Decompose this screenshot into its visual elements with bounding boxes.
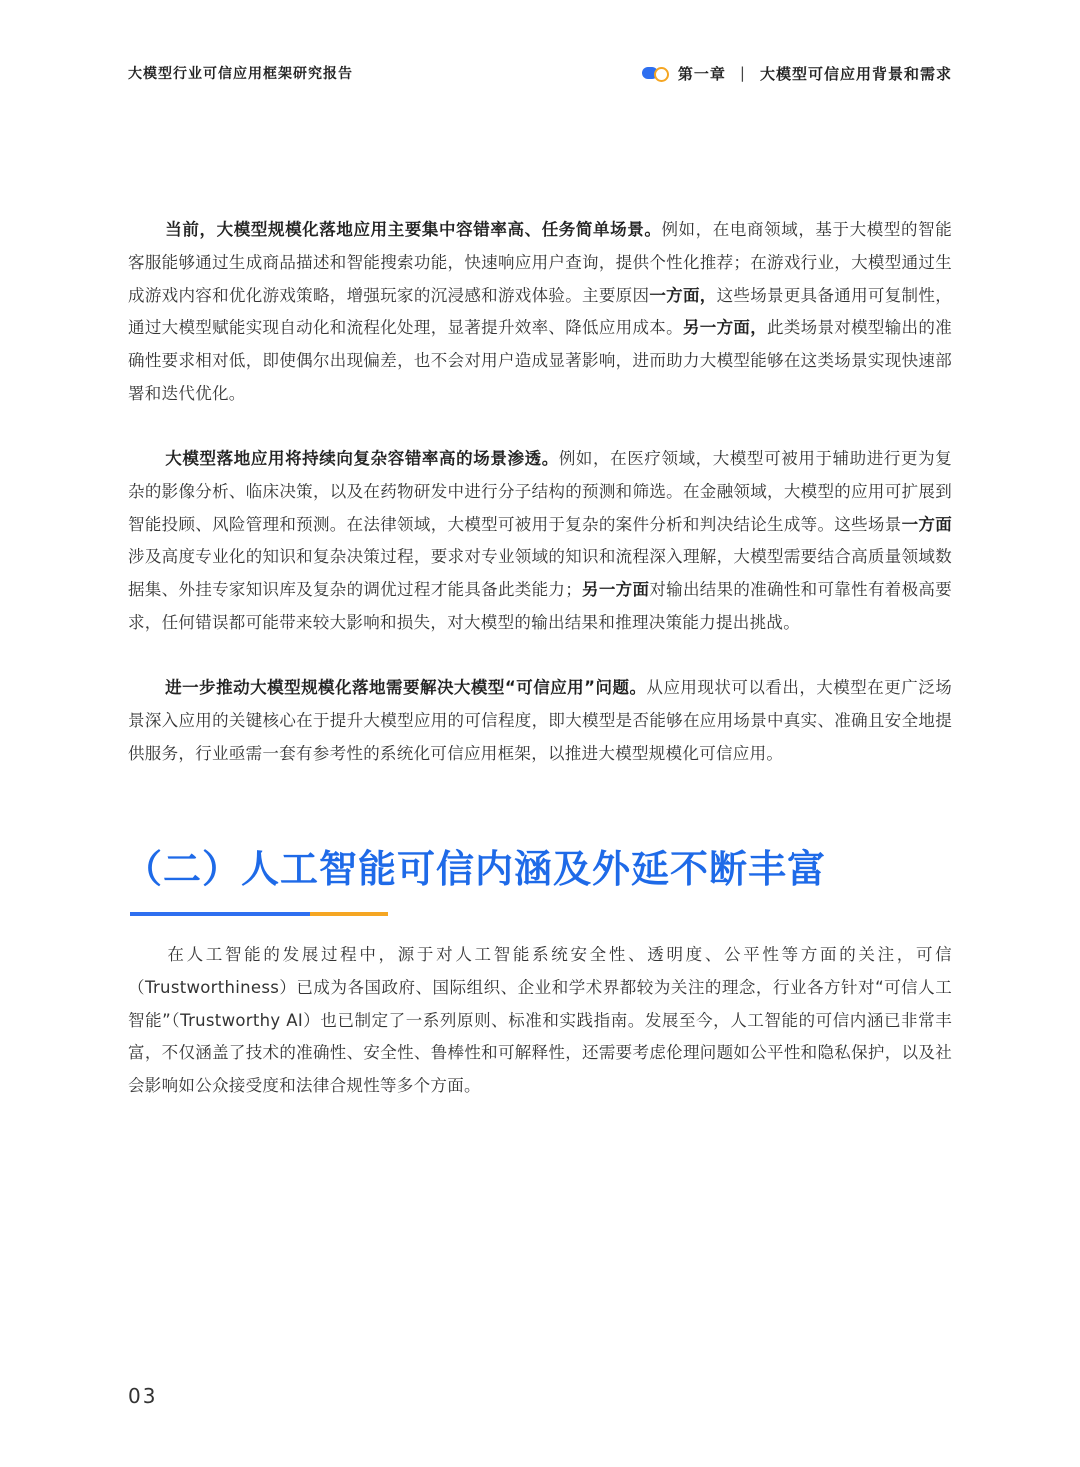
chapter-indicator	[642, 63, 952, 84]
paragraph-2-text-a: 例如，在医疗领域，大模型可被用于辅助进行更为复杂的影像分析、临床决策，以及在药物研发中进行分子结构的预测和筛选。在金融领域，大模型的应用可扩展到智能投顾、风险管理和预测。在法律领域，大模型可被用于复杂的案件分析和判决结论生成等。这些场景	[128, 449, 952, 534]
chapter-title: 大模型可信应用背景和需求	[759, 64, 952, 83]
paragraph-1-text-c: 此类场景对模型输出的准确性要求相对低，即使偶尔出现偏差，也不会对用户造成显著影响，进而助力大模型能够在这类场景实现快速部署和迭代优化。	[128, 318, 952, 403]
paragraph-2-bold-b: 另一方面	[582, 580, 650, 600]
chapter-logo-icon	[642, 65, 670, 81]
paragraph-2-text-b: 涉及高度专业化的知识和复杂决策过程，要求对专业领域的知识和流程深入理解，大模型需要结合高质量领域数据集、外挂专家知识库及复杂的调优过程才能具备此类能力；	[128, 547, 952, 600]
paragraph-2-lead: 大模型落地应用将持续向复杂容错率高的场景渗透。	[165, 449, 559, 468]
paragraph-2-text-c: 对输出结果的准确性和可靠性有着极高要求，任何错误都可能带来较大影响和损失，对大模型的输出结果和推理决策能力提出挑战。	[128, 580, 953, 632]
report-title: 大模型行业可信应用框架研究报告	[128, 66, 353, 82]
paragraph-3-text-a: 从应用现状可以看出，大模型在更广泛场景深入应用的关键核心在于提升大模型应用的可信程度，即大模型是否能够在应用场景中真实、准确且安全地提供服务，行业亟需一套有参考性的系统化可信应用框架，以推进大模型规模化可信应用。	[128, 678, 953, 763]
chapter-separator: |	[739, 64, 746, 82]
paragraph-3-lead: 进一步推动大模型规模化落地需要解决大模型“可信应用”问题。	[165, 678, 647, 697]
paragraph-1-bold-a: 一方面，	[649, 285, 717, 305]
paragraph-1-text-a: 例如，在电商领域，基于大模型的智能客服能够通过生成商品描述和智能搜索功能，快速响应用户查询，提供个性化推荐；在游戏行业，大模型通过生成游戏内容和优化游戏策略，增强玩家的沉浸感和游戏体验。主要原因	[128, 220, 952, 305]
paragraph-1	[128, 214, 952, 411]
page-number: 03	[128, 1384, 158, 1408]
section-title: （二）人工智能可信内涵及外延不断丰富	[124, 847, 827, 891]
page-header	[128, 60, 952, 86]
paragraph-4	[128, 939, 952, 1103]
paragraph-1-lead: 当前，大模型规模化落地应用主要集中容错率高、任务简单场景。	[165, 220, 662, 239]
paragraph-3	[128, 672, 952, 770]
chapter-number: 第一章	[677, 64, 726, 83]
paragraph-1-text-b: 这些场景更具备通用可复制性，通过大模型赋能实现自动化和流程化处理，显著提升效率、降低应用成本。	[128, 285, 952, 338]
paragraph-2	[128, 443, 952, 640]
section-title-underline	[130, 912, 388, 916]
paragraph-2-bold-a: 一方面	[901, 514, 952, 534]
paragraph-4-text-a: 在人工智能的发展过程中，源于对人工智能系统安全性、透明度、公平性等方面的关注，可信（Trustworthiness）已成为各国政府、国际组织、企业和学术界都较为关注的理念，行业各方针对“可信人工智能”（Trustworthy AI）也已制定了一系列原则、标准和实践指南。发展至今，人工智能的可信内涵已非常丰富，不仅涵盖了技术的准确性、安全性、鲁棒性和可解释性，还需要考虑伦理问题如公平性和隐私保护，以及社会影响如公众接受度和法律合规性等多个方面。	[128, 945, 952, 1096]
paragraph-1-bold-b: 另一方面，	[682, 318, 768, 338]
